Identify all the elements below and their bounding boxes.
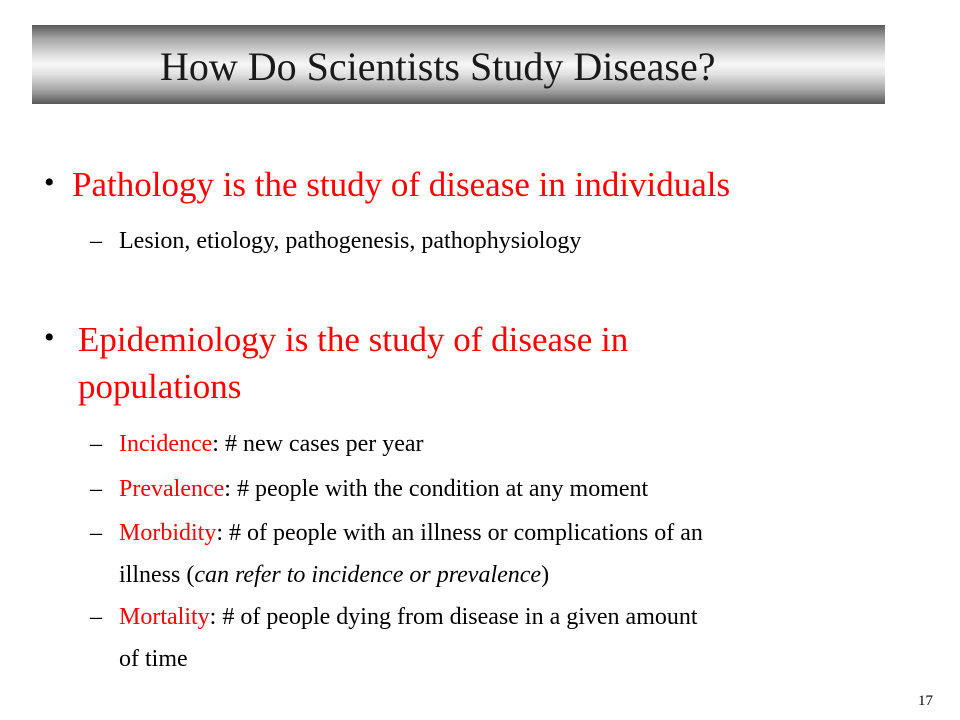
sub-pathology: Lesion, etiology, pathogenesis, pathophysiology <box>119 228 582 254</box>
bullet-marker: • <box>44 321 55 354</box>
dash-marker: – <box>90 604 102 630</box>
morbidity-line2-italic: can refer to incidence or prevalence <box>194 562 542 588</box>
dash-marker: – <box>90 431 102 457</box>
term-incidence: Incidence <box>119 431 213 457</box>
morbidity-line2-post: ) <box>541 562 550 588</box>
sub-incidence <box>119 430 424 459</box>
sub-morbidity-line2 <box>119 561 549 590</box>
sub-prevalence <box>119 475 648 504</box>
bullet-epidemiology-line1: Epidemiology is the study of disease in <box>78 320 629 359</box>
term-mortality: Mortality <box>119 604 210 630</box>
desc-prevalence: : # people with the condition at any moment <box>224 476 649 502</box>
morbidity-line2-pre: illness ( <box>119 562 195 588</box>
bullet-pathology: Pathology is the study of disease in individuals <box>72 165 731 204</box>
term-prevalence: Prevalence <box>119 476 225 502</box>
dash-marker: – <box>90 228 102 254</box>
sub-mortality <box>119 603 698 632</box>
bullet-marker: • <box>44 166 55 199</box>
sub-morbidity <box>119 519 703 548</box>
dash-marker: – <box>90 476 102 502</box>
page-number: 17 <box>918 693 933 709</box>
desc-incidence: : # new cases per year <box>212 431 424 457</box>
desc-mortality: : # of people dying from disease in a given amount <box>209 604 698 630</box>
sub-mortality-line2: of time <box>119 646 188 672</box>
slide-title: How Do Scientists Study Disease? <box>160 44 716 89</box>
bullet-epidemiology-line2: populations <box>78 367 242 406</box>
desc-morbidity: : # of people with an illness or complications of an <box>216 520 703 546</box>
term-morbidity: Morbidity <box>119 520 217 546</box>
dash-marker: – <box>90 520 102 546</box>
